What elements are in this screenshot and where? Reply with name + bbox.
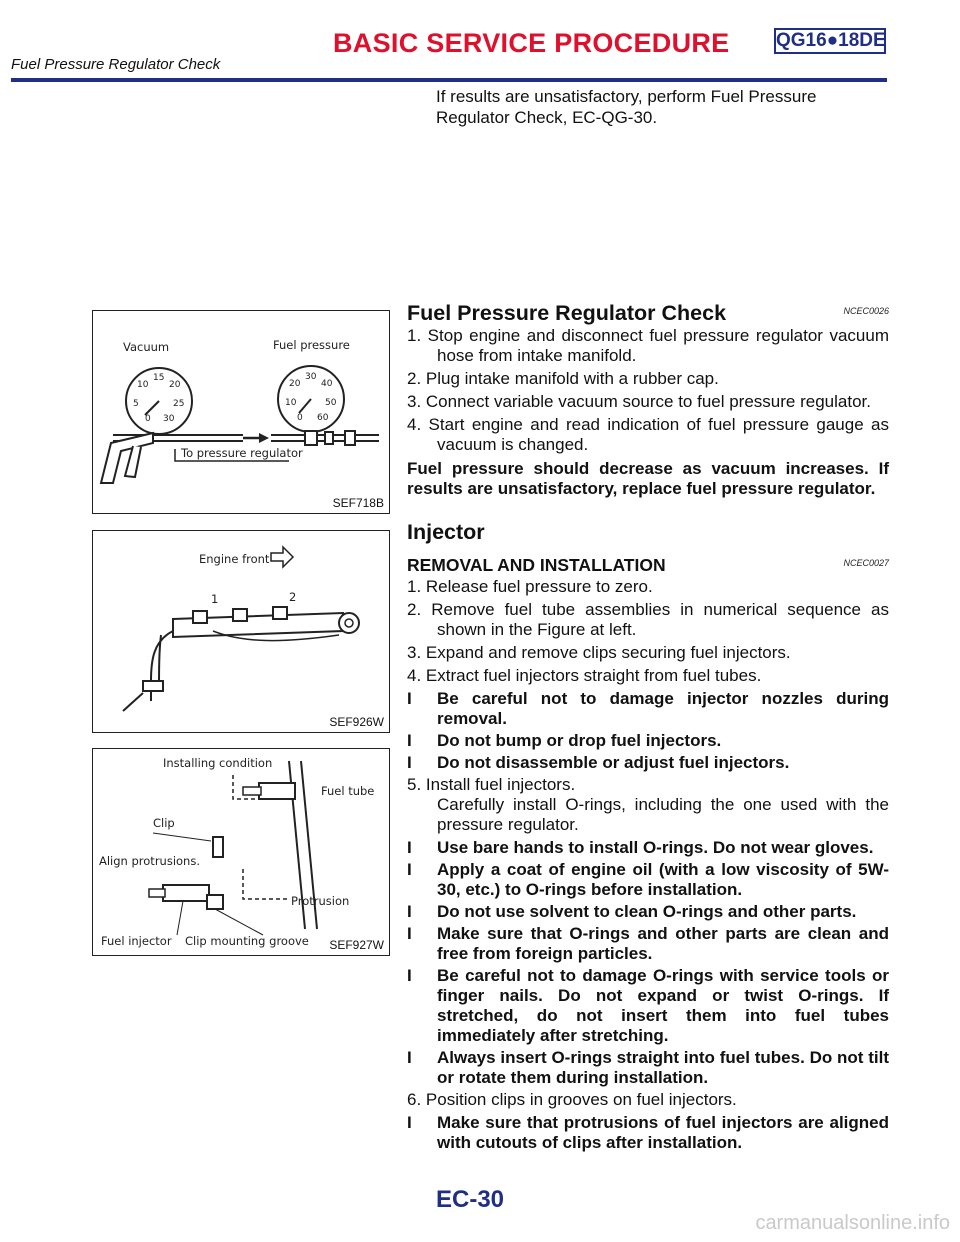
section-title: Injector bbox=[407, 520, 485, 544]
section-heading-injector bbox=[407, 519, 889, 545]
section-code: NCEC0027 bbox=[843, 558, 889, 568]
subsection-heading-removal-installation bbox=[407, 553, 889, 577]
main-content bbox=[407, 300, 889, 1155]
bullet-mark: I bbox=[407, 838, 412, 857]
page-header-subtitle: Fuel Pressure Regulator Check bbox=[11, 56, 221, 73]
regulator-note: Fuel pressure should decrease as vacuum increases. If results are unsatisfactory, replace fuel pressure regulator. bbox=[407, 459, 889, 498]
injector-illustration bbox=[93, 749, 389, 953]
regulator-steps bbox=[407, 326, 889, 455]
label-installing-condition: Installing condition bbox=[163, 756, 273, 770]
figure-code-sef926w: SEF926W bbox=[329, 715, 384, 729]
label-fuel-pressure: Fuel pressure bbox=[273, 338, 350, 352]
bullet-mark: I bbox=[407, 731, 412, 750]
figure-fuel-tube-assembly bbox=[92, 530, 390, 733]
caution-bullet: I Make sure that protrusions of fuel injectors are aligned with cutouts of clips after installation. bbox=[407, 1113, 889, 1152]
step-item: 1. Release fuel pressure to zero. bbox=[407, 577, 653, 596]
svg-text:10: 10 bbox=[137, 380, 149, 390]
caution-bullet: I Do not use solvent to clean O-rings and other parts. bbox=[407, 902, 857, 921]
caution-bullet: I Do not disassemble or adjust fuel injectors. bbox=[407, 753, 790, 772]
step-item: 2. Plug intake manifold with a rubber cap. bbox=[407, 369, 719, 388]
svg-text:20: 20 bbox=[289, 379, 301, 389]
page-header-title: BASIC SERVICE PROCEDURE bbox=[333, 28, 730, 58]
page-number: EC-30 bbox=[436, 1186, 505, 1213]
bullet-mark: I bbox=[407, 1113, 412, 1132]
label-fuel-tube: Fuel tube bbox=[321, 784, 375, 798]
figure-code-sef718b: SEF718B bbox=[332, 496, 384, 510]
svg-text:5: 5 bbox=[133, 399, 139, 409]
label-clip: Clip bbox=[153, 816, 175, 830]
section-heading-fuel-pressure-regulator bbox=[407, 300, 889, 326]
engine-badge: QG16●18DE bbox=[774, 28, 886, 54]
label-number-2: 2 bbox=[289, 590, 297, 604]
section-code: NCEC0026 bbox=[843, 306, 889, 316]
svg-text:15: 15 bbox=[153, 373, 165, 383]
svg-text:30: 30 bbox=[305, 372, 317, 382]
label-align-protrusions: Align protrusions. bbox=[99, 854, 200, 868]
bullet-mark: I bbox=[407, 966, 412, 985]
step-item: 4. Extract fuel injectors straight from fuel tubes. bbox=[407, 666, 762, 685]
figure-fuel-pressure-gauges bbox=[92, 310, 390, 514]
bullet-mark: I bbox=[407, 924, 412, 943]
subsection-title: REMOVAL AND INSTALLATION bbox=[407, 555, 666, 575]
label-clip-groove: Clip mounting groove bbox=[185, 934, 309, 948]
label-fuel-injector: Fuel injector bbox=[101, 934, 172, 948]
step-item: 3. Connect variable vacuum source to fuel pressure regulator. bbox=[407, 392, 871, 411]
svg-text:50: 50 bbox=[325, 398, 337, 408]
header-rule bbox=[11, 78, 887, 82]
svg-text:20: 20 bbox=[169, 380, 181, 390]
bullet-mark: I bbox=[407, 689, 412, 708]
watermark-text: carmanualsonline.info bbox=[755, 1212, 950, 1234]
svg-text:60: 60 bbox=[317, 413, 329, 423]
caution-bullet: I Apply a coat of engine oil (with a low viscosity of 5W-30, etc.) to O-rings before installation. bbox=[407, 860, 889, 899]
label-number-1: 1 bbox=[211, 592, 219, 606]
section-title: Fuel Pressure Regulator Check bbox=[407, 301, 727, 325]
fuel-tube-illustration bbox=[93, 531, 389, 731]
caution-bullet: I Use bare hands to install O-rings. Do not wear gloves. bbox=[407, 838, 874, 857]
bullet-mark: I bbox=[407, 902, 412, 921]
svg-text:0: 0 bbox=[145, 414, 151, 424]
label-engine-front: Engine front bbox=[199, 552, 270, 566]
label-to-pressure-regulator: To pressure regulator bbox=[181, 446, 303, 460]
step-item: 4. Start engine and read indication of fuel pressure gauge as vacuum is changed. bbox=[407, 415, 889, 454]
step-item: 1. Stop engine and disconnect fuel pressure regulator vacuum hose from intake manifold. bbox=[407, 326, 889, 365]
bullet-mark: I bbox=[407, 860, 412, 879]
figure-code-sef927w: SEF927W bbox=[329, 938, 384, 952]
svg-text:40: 40 bbox=[321, 379, 333, 389]
figure-injector-installation bbox=[92, 748, 390, 956]
step-item: 6. Position clips in grooves on fuel injectors. bbox=[407, 1090, 737, 1109]
svg-text:10: 10 bbox=[285, 398, 297, 408]
bullet-mark: I bbox=[407, 1048, 412, 1067]
step-item: 2. Remove fuel tube assemblies in numerical sequence as shown in the Figure at left. bbox=[407, 600, 889, 639]
label-vacuum: Vacuum bbox=[123, 340, 170, 354]
step-item: 5. Install fuel injectors. bbox=[407, 775, 576, 794]
step-detail: Carefully install O-rings, including the one used with the pressure regulator. bbox=[437, 795, 889, 834]
intro-paragraph: If results are unsatisfactory, perform Fuel Pressure Regulator Check, EC-QG-30. bbox=[436, 87, 817, 127]
gauges-illustration bbox=[93, 311, 389, 511]
step-item: 3. Expand and remove clips securing fuel injectors. bbox=[407, 643, 791, 662]
svg-text:25: 25 bbox=[173, 399, 185, 409]
caution-bullet: I Be careful not to damage O-rings with service tools or finger nails. Do not expand or twist O-rings. If stretched, do not insert them into fuel tubes immediately after stretching. bbox=[407, 966, 889, 1045]
svg-text:0: 0 bbox=[297, 413, 303, 423]
caution-bullet: I Be careful not to damage injector nozzles during removal. bbox=[407, 689, 889, 728]
caution-bullet: I Make sure that O-rings and other parts are clean and free from foreign particles. bbox=[407, 924, 889, 963]
bullet-mark: I bbox=[407, 753, 412, 772]
svg-text:30: 30 bbox=[163, 414, 175, 424]
caution-bullet: I Always insert O-rings straight into fuel tubes. Do not tilt or rotate them during installation. bbox=[407, 1048, 889, 1087]
label-protrusion: Protrusion bbox=[291, 894, 350, 908]
caution-bullet: I Do not bump or drop fuel injectors. bbox=[407, 731, 722, 750]
